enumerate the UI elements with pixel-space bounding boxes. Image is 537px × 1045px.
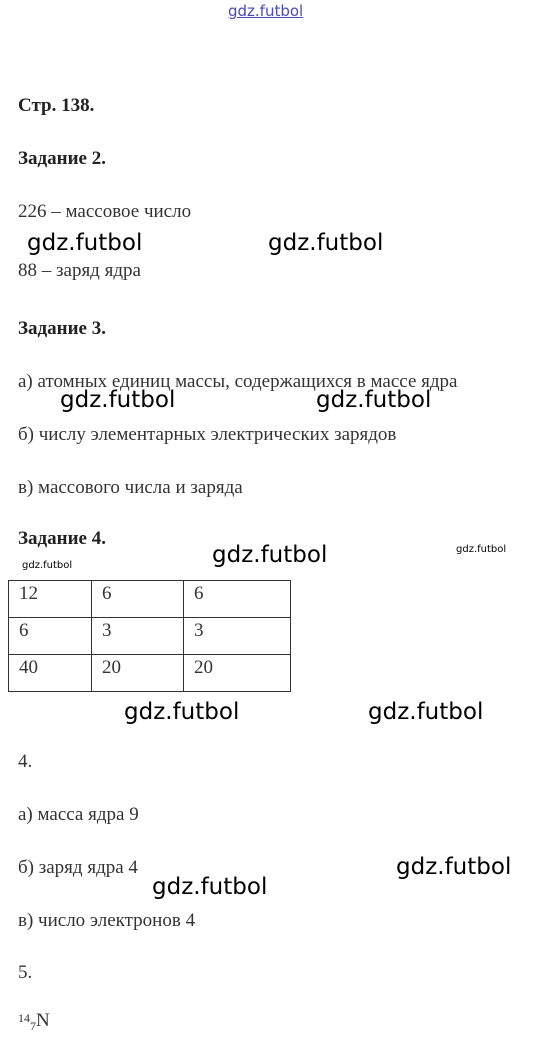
item4-number: 4.: [18, 751, 33, 772]
table-row: [9, 581, 291, 618]
table-cell: 40: [9, 655, 92, 692]
task4-heading: Задание 4.: [18, 528, 106, 549]
item5-number: 5.: [18, 962, 33, 983]
table-row: [9, 655, 291, 692]
table-cell: 20: [184, 655, 291, 692]
task3-answer-c: в) массового числа и заряда: [18, 477, 243, 498]
nuclide-charge-number: 7: [30, 1019, 36, 1033]
watermark: gdz.futbol: [268, 230, 384, 256]
watermark: gdz.futbol: [368, 699, 484, 725]
nuclide-mass-number: 14: [18, 1011, 30, 1025]
page-label: Стр. 138.: [18, 95, 95, 116]
table-cell: 6: [9, 618, 92, 655]
watermark: gdz.futbol: [316, 387, 432, 413]
item4-answer-c: в) число электронов 4: [18, 910, 196, 931]
table-cell: 6: [92, 581, 184, 618]
watermark: gdz.futbol: [212, 542, 328, 568]
task2-line-mass-number: 226 – массовое число: [18, 201, 192, 222]
table-row: [9, 618, 291, 655]
task2-heading: Задание 2.: [18, 148, 106, 169]
watermark-small: gdz.futbol: [456, 544, 507, 555]
table-cell: 12: [9, 581, 92, 618]
watermark: gdz.futbol: [60, 387, 176, 413]
nuclide-symbol: N: [36, 1010, 50, 1031]
watermark: gdz.futbol: [27, 230, 143, 256]
top-watermark-link[interactable]: gdz.futbol: [228, 2, 304, 20]
watermark: gdz.futbol: [396, 854, 512, 880]
item4-answer-b: б) заряд ядра 4: [18, 857, 138, 878]
item5-nuclide: [18, 1010, 50, 1032]
item4-answer-a: а) масса ядра 9: [18, 804, 139, 825]
task3-heading: Задание 3.: [18, 318, 106, 339]
table-cell: 6: [184, 581, 291, 618]
task3-answer-a: а) атомных единиц массы, содержащихся в массе ядра: [18, 371, 458, 392]
watermark: gdz.futbol: [152, 874, 268, 900]
table-cell: 3: [92, 618, 184, 655]
task3-answer-b: б) числу элементарных электрических зарядов: [18, 424, 397, 445]
table-cell: 20: [92, 655, 184, 692]
watermark: gdz.futbol: [124, 699, 240, 725]
table-cell: 3: [184, 618, 291, 655]
watermark-small: gdz.futbol: [22, 560, 73, 571]
task2-line-charge: 88 – заряд ядра: [18, 260, 141, 281]
task4-table: [8, 580, 291, 692]
